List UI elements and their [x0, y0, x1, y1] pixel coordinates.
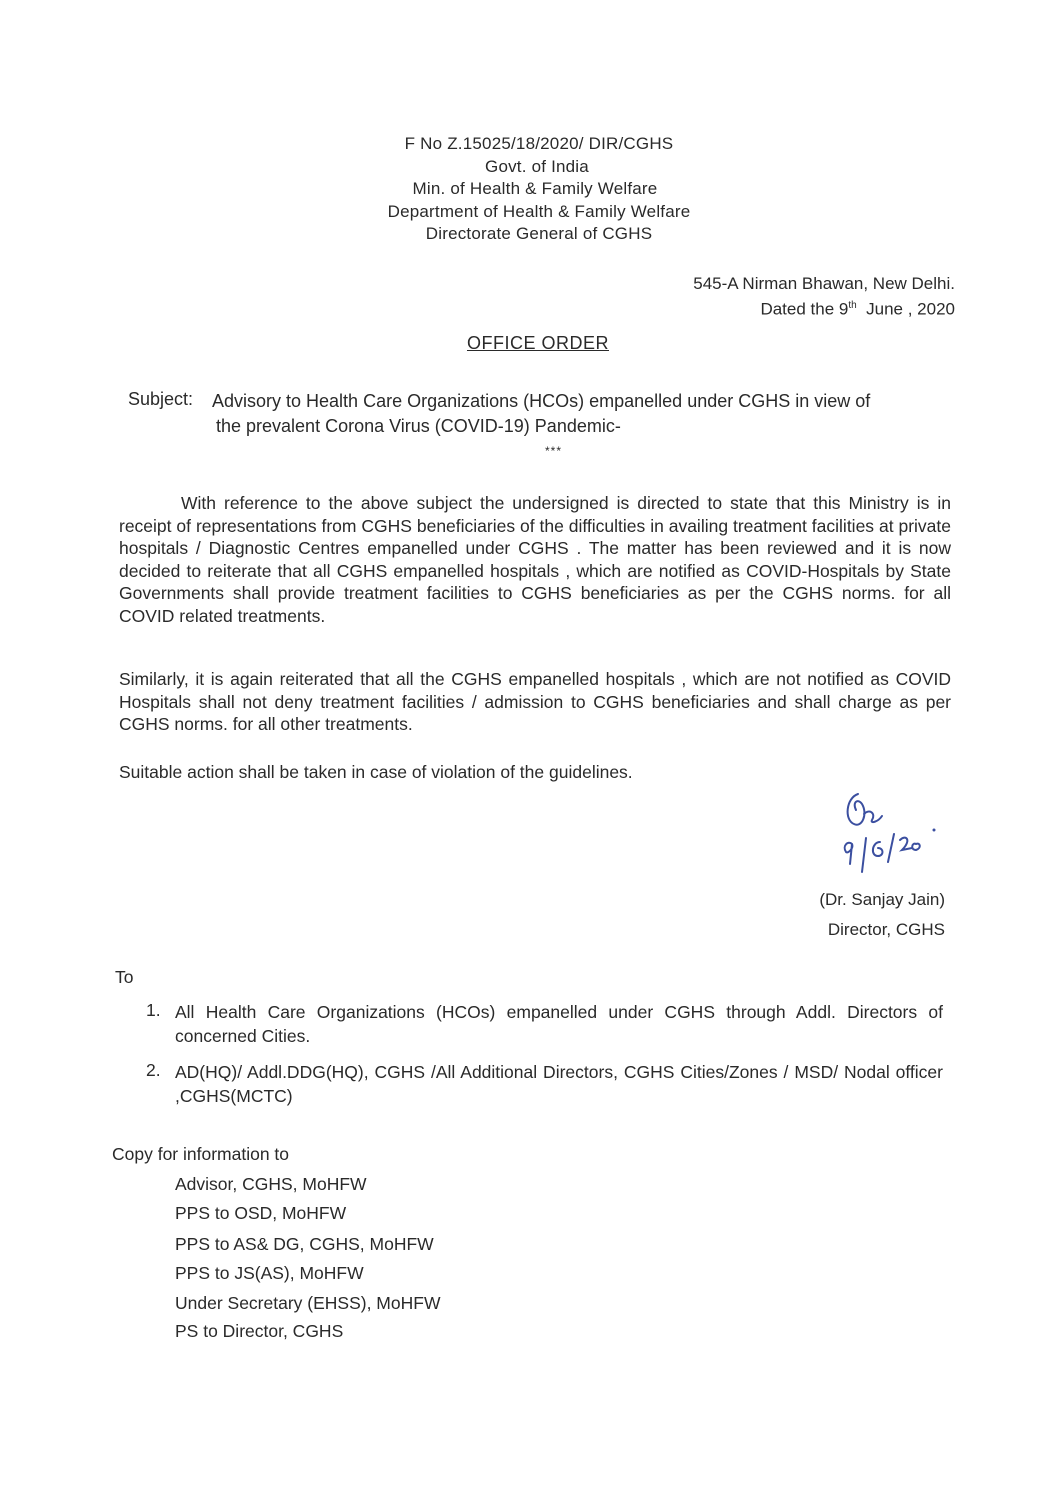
recipient-item: All Health Care Organizations (HCOs) empanelled under CGHS through Addl. Directors of concerned Cities.	[175, 1002, 943, 1046]
copy-item: Advisor, CGHS, MoHFW	[175, 1174, 367, 1194]
recipient-item: AD(HQ)/ Addl.DDG(HQ), CGHS /All Additional Directors, CGHS Cities/Zones / MSD/ Nodal officer ,CGHS(MCTC)	[175, 1062, 943, 1106]
signatory-name: (Dr. Sanjay Jain)	[819, 890, 945, 909]
signatory-designation: Director, CGHS	[827, 920, 945, 939]
copy-item: Under Secretary (EHSS), MoHFW	[175, 1293, 441, 1313]
handwritten-signature	[836, 784, 946, 874]
copy-item: PS to Director, CGHS	[175, 1321, 344, 1341]
page-title: OFFICE ORDER	[466, 333, 609, 353]
copy-label: Copy for information to	[112, 1144, 290, 1164]
date-line	[760, 295, 955, 321]
subject-line-2: the prevalent Corona Virus (COVID-19) Pandemic-	[216, 416, 621, 436]
copy-item: PPS to AS& DG, CGHS, MoHFW	[175, 1234, 434, 1254]
date-superscript: th	[848, 300, 857, 311]
to-label: To	[115, 967, 134, 987]
subject-line-1: Advisory to Health Care Organizations (HCOs) empanelled under CGHS in view of	[212, 391, 871, 411]
address-place: 545-A Nirman Bhawan, New Delhi.	[693, 274, 955, 293]
recipient-number: 2.	[146, 1060, 161, 1080]
paragraph-2: Similarly, it is again reiterated that all the CGHS empanelled hospitals , which are not notified as COVID Hospitals shall not deny treatment facilities / admission to CGHS beneficiaries and shall charge as per CGHS norms. for all other treatments.	[119, 669, 951, 734]
file-number: F No Z.15025/18/2020/ DIR/CGHS	[404, 134, 674, 153]
govt-line: Govt. of India	[485, 157, 589, 176]
recipient-number: 1.	[146, 1000, 161, 1020]
paragraph-1: With reference to the above subject the undersigned is directed to state that this Ministry is in receipt of representations from CGHS beneficiaries of the difficulties in availing treatment facilities at private hospitals / Diagnostic Centres empanelled under CGHS . The matter has been reviewed and it is now decided to reiterate that all CGHS empanelled hospitals , which are notified as COVID-Hospitals by State Governments shall provide treatment facilities to CGHS beneficiaries as per the CGHS norms. for all COVID related treatments.	[119, 493, 951, 626]
department-line: Department of Health & Family Welfare	[387, 202, 691, 221]
date-prefix: Dated the 9	[760, 299, 849, 319]
date-suffix: June , 2020	[866, 299, 955, 319]
directorate-line: Directorate General of CGHS	[425, 224, 653, 243]
copy-item: PPS to JS(AS), MoHFW	[175, 1263, 364, 1283]
subject-label: Subject:	[128, 389, 194, 409]
paragraph-3: Suitable action shall be taken in case of violation of the guidelines.	[119, 762, 633, 782]
copy-item: PPS to OSD, MoHFW	[175, 1203, 347, 1223]
ministry-line: Min. of Health & Family Welfare	[412, 179, 658, 198]
separator-stars: ***	[545, 444, 563, 458]
